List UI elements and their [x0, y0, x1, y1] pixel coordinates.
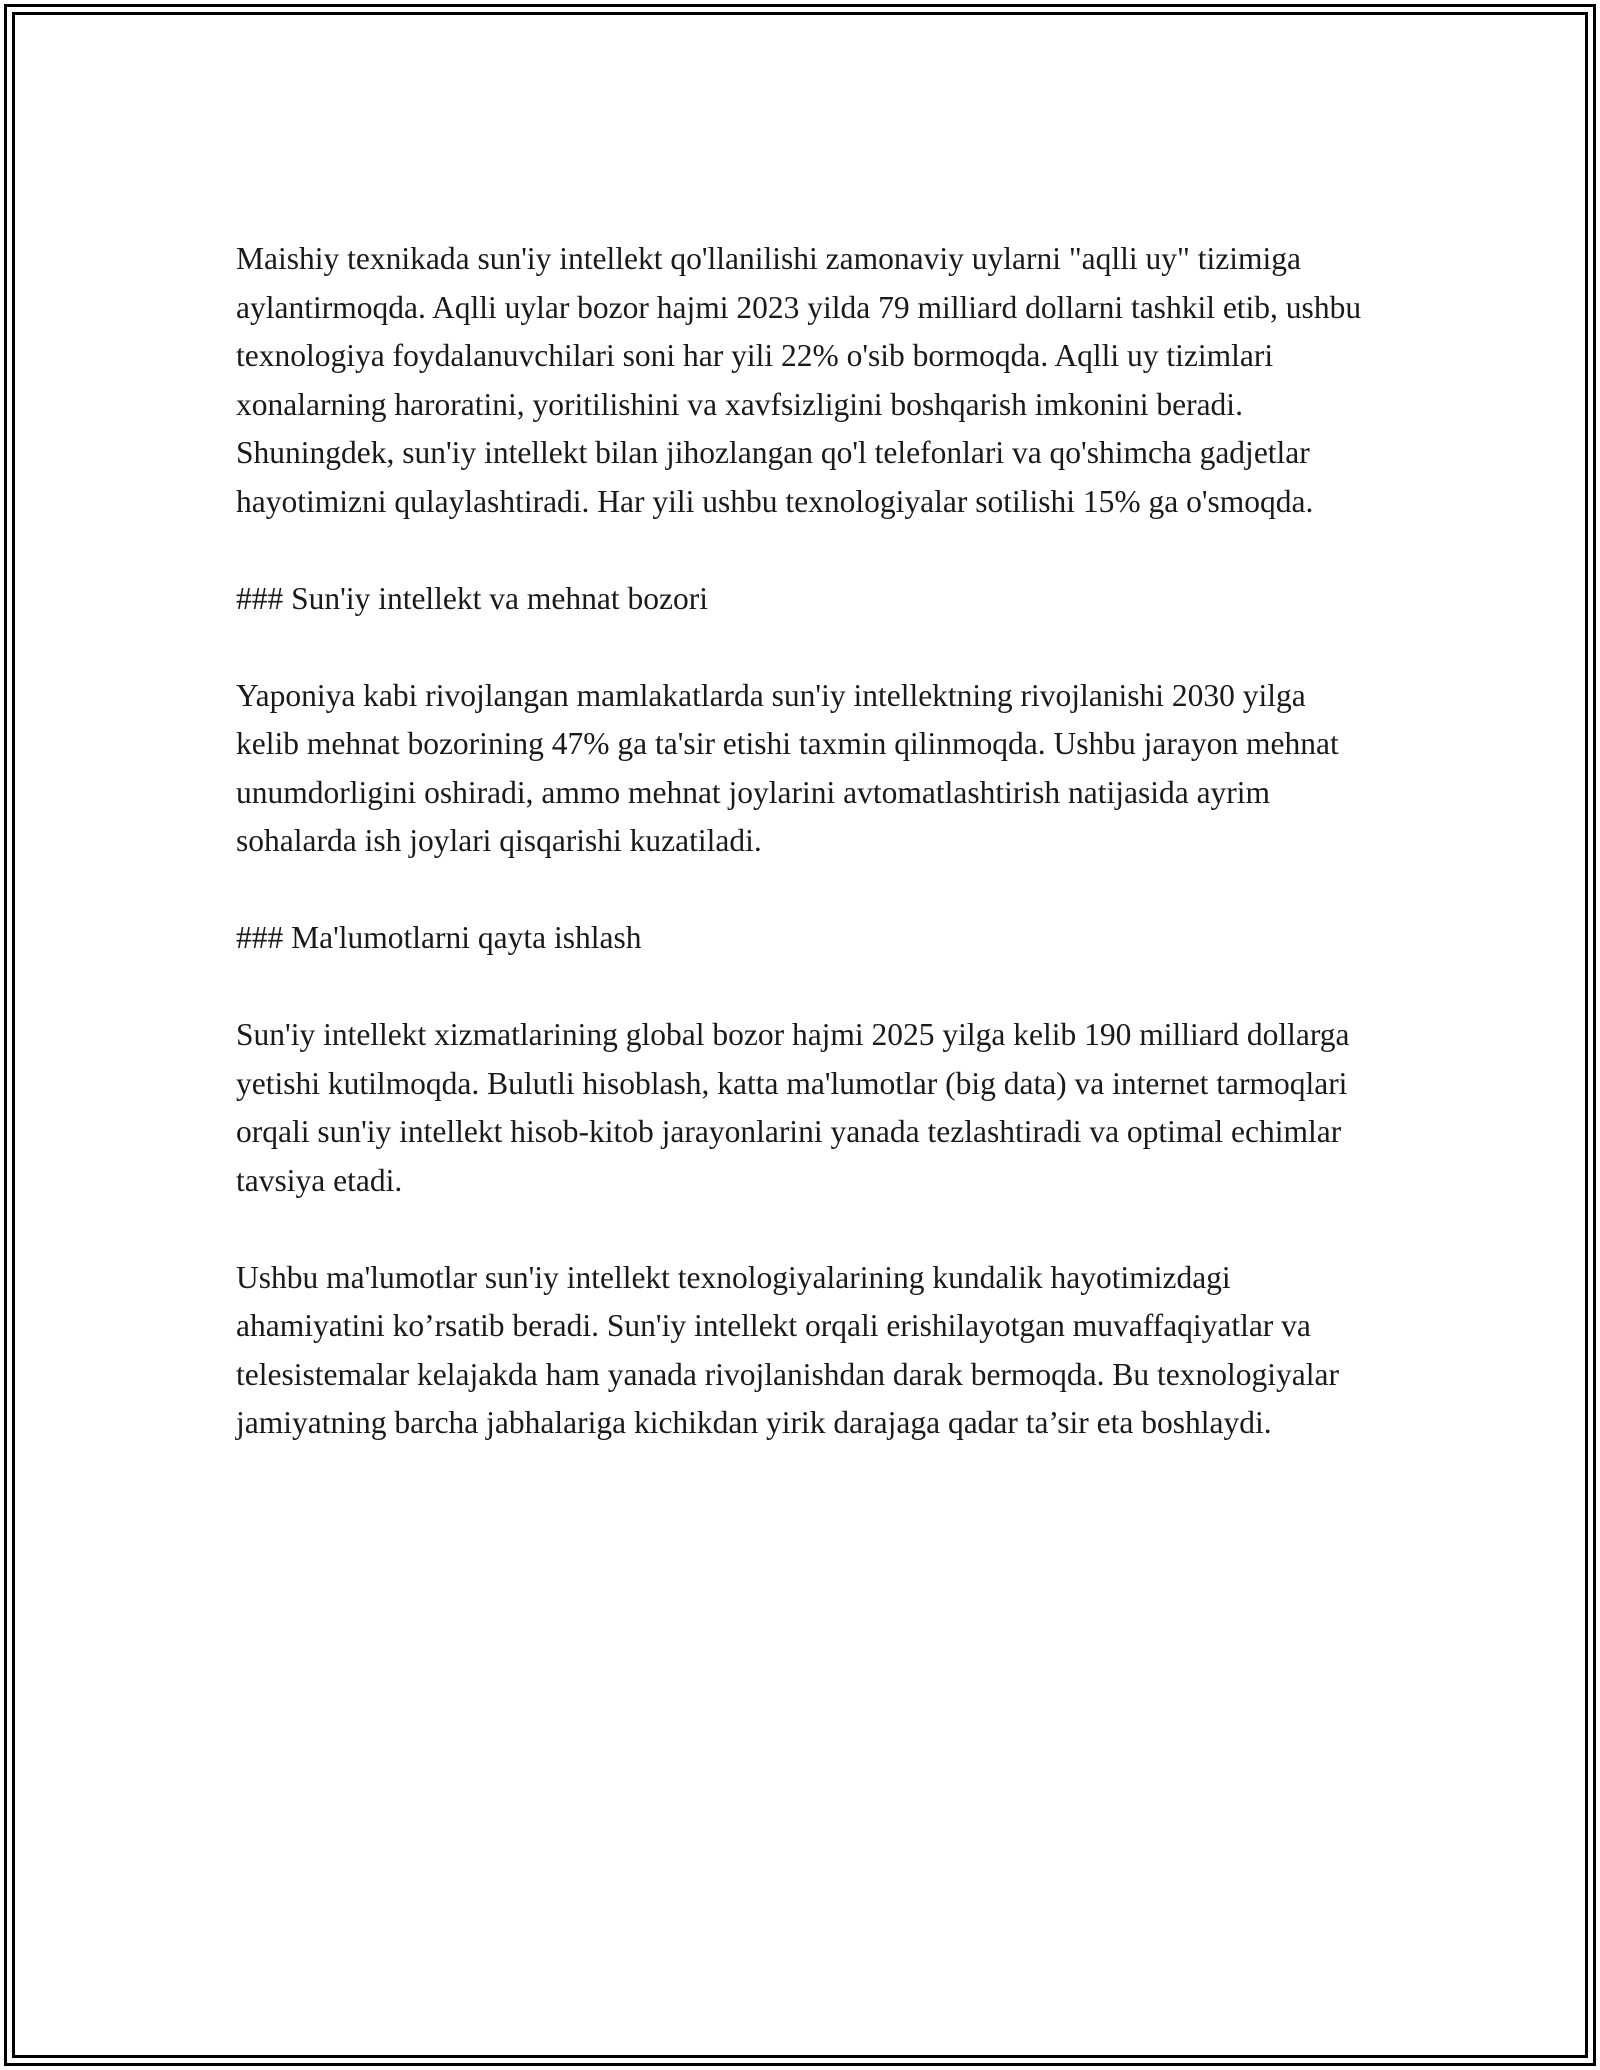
paragraph-data-processing: Sun'iy intellekt xizmatlarining global bozor hajmi 2025 yilga kelib 190 milliard dollarga yetishi kutilmoqda. Bulutli hisoblash, katta ma'lumotlar (big data) va internet tarmoqlari orqali sun'iy intellekt hisob-kitob jarayonlarini yanada tezlashtiradi va optimal echimlar tavsiya etadi.	[236, 1017, 1350, 1198]
heading-data-processing: ### Ma'lumotlarni qayta ishlash	[236, 920, 642, 955]
paragraph-smart-home: Maishiy texnikada sun'iy intellekt qo'llanilishi zamonaviy uylarni "aqlli uy" tizimiga aylantirmoqda. Aqlli uylar bozor hajmi 2023 yilda 79 milliard dollarni tashkil etib, ushbu texnologiya foydalanuvchilari soni har yili 22% o'sib bormoqda. Aqlli uy tizimlari xonalarning haroratini, yoritilishini va xavfsizligini boshqarish imkonini beradi. Shuningdek, sun'iy intellekt bilan jihozlangan qo'l telefonlari va qo'shimcha gadjetlar hayotimizni qulaylashtiradi. Har yili ushbu texnologiyalar sotilishi 15% ga o'smoqda.	[236, 241, 1362, 519]
document-body	[236, 235, 1366, 1448]
paragraph-conclusion: Ushbu ma'lumotlar sun'iy intellekt texnologiyalarining kundalik hayotimizdagi ahamiyatini ko’rsatib beradi. Sun'iy intellekt orqali erishilayotgan muvaffaqiyatlar va telesistemalar kelajakda ham yanada rivojlanishdan darak bermoqda. Bu texnologiyalar jamiyatning barcha jabhalariga kichikdan yirik darajaga qadar ta’sir eta boshlaydi.	[236, 1259, 1339, 1440]
paragraph-labor-market: Yaponiya kabi rivojlangan mamlakatlarda sun'iy intellektning rivojlanishi 2030 yilga kelib mehnat bozorining 47% ga ta'sir etishi taxmin qilinmoqda. Ushbu jarayon mehnat unumdorligini oshiradi, ammo mehnat joylarini avtomatlashtirish natijasida ayrim sohalarda ish joylari qisqarishi kuzatiladi.	[236, 677, 1339, 858]
heading-labor-market: ### Sun'iy intellekt va mehnat bozori	[236, 580, 708, 616]
